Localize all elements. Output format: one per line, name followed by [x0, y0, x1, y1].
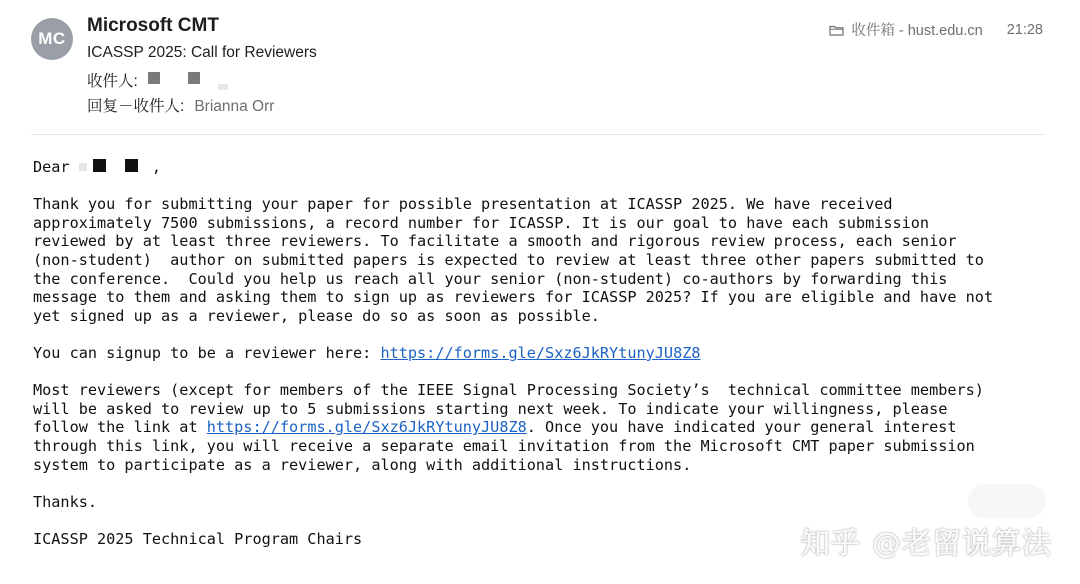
reply-to-row [87, 94, 274, 116]
greeting-prefix: Dear [33, 158, 79, 176]
email-subject: ICASSP 2025: Call for Reviewers [87, 44, 317, 61]
signup-link[interactable]: https://forms.gle/Sxz6JkRYtunyJU8Z8 [380, 343, 701, 362]
header-divider [31, 134, 1045, 135]
folder-icon [829, 24, 844, 36]
sender-name[interactable]: Microsoft CMT [87, 15, 219, 36]
reviewers-link[interactable]: https://forms.gle/Sxz6JkRYtunyJU8Z8 [206, 418, 527, 437]
avatar[interactable]: MC [31, 18, 73, 60]
paragraph-intro: Thank you for submitting your paper for possible presentation at ICASSP 2025. We have received approximately 7500 submissions, a record number for ICASSP. It is our goal to have each submission reviewed by at least three reviewers. To facilitate a smooth and rigorous review process, each senior (non-student) author on submitted papers is expected to review at least three other papers submitted to the conference. Could you help us reach all your senior (non-student) co-authors by forwarding this message to them and asking them to sign up as reviewers for ICASSP 2025? If you are eligible and have not yet signed up as a reviewer, please do so as soon as possible. [33, 195, 994, 325]
signup-text: You can signup to be a reviewer here: [33, 343, 381, 362]
greeting [33, 158, 1063, 177]
greeting-name-redacted [79, 159, 143, 173]
paragraph-signup [33, 344, 1063, 363]
thanks-line: Thanks. [33, 492, 98, 511]
reviewers-text-b: . Once you have indicated your general interest through this link, you will receive a separate email invitation from the Microsoft CMT paper submission system to participate as a reviewer, along with additional instructions. [33, 418, 975, 474]
watermark: 知乎 @老留说算法 [800, 526, 1052, 560]
reply-to-name[interactable]: Brianna Orr [194, 98, 275, 115]
paragraph-reviewers [33, 381, 1063, 474]
greeting-suffix: , [142, 158, 162, 176]
email-header [0, 0, 1080, 134]
email-body [33, 158, 1063, 548]
recipient-redacted [148, 72, 238, 92]
mailbox-folder[interactable]: 收件箱 - hust.edu.cn [851, 23, 983, 39]
recipients-row [87, 69, 238, 89]
signature: ICASSP 2025 Technical Program Chairs [33, 529, 363, 548]
to-label: 收件人: [87, 73, 138, 90]
reply-to-label: 回复－收件人: [87, 98, 185, 115]
email-meta [829, 19, 1043, 40]
reviewers-text-a: Most reviewers (except for members of the IEEE Signal Processing Society’s technical committee members) will be asked to review up to 5 submissions starting next week. To indicate your willingness, please follow the link at [33, 381, 984, 437]
watermark-badge [968, 484, 1046, 518]
received-time: 21:28 [1006, 21, 1043, 38]
